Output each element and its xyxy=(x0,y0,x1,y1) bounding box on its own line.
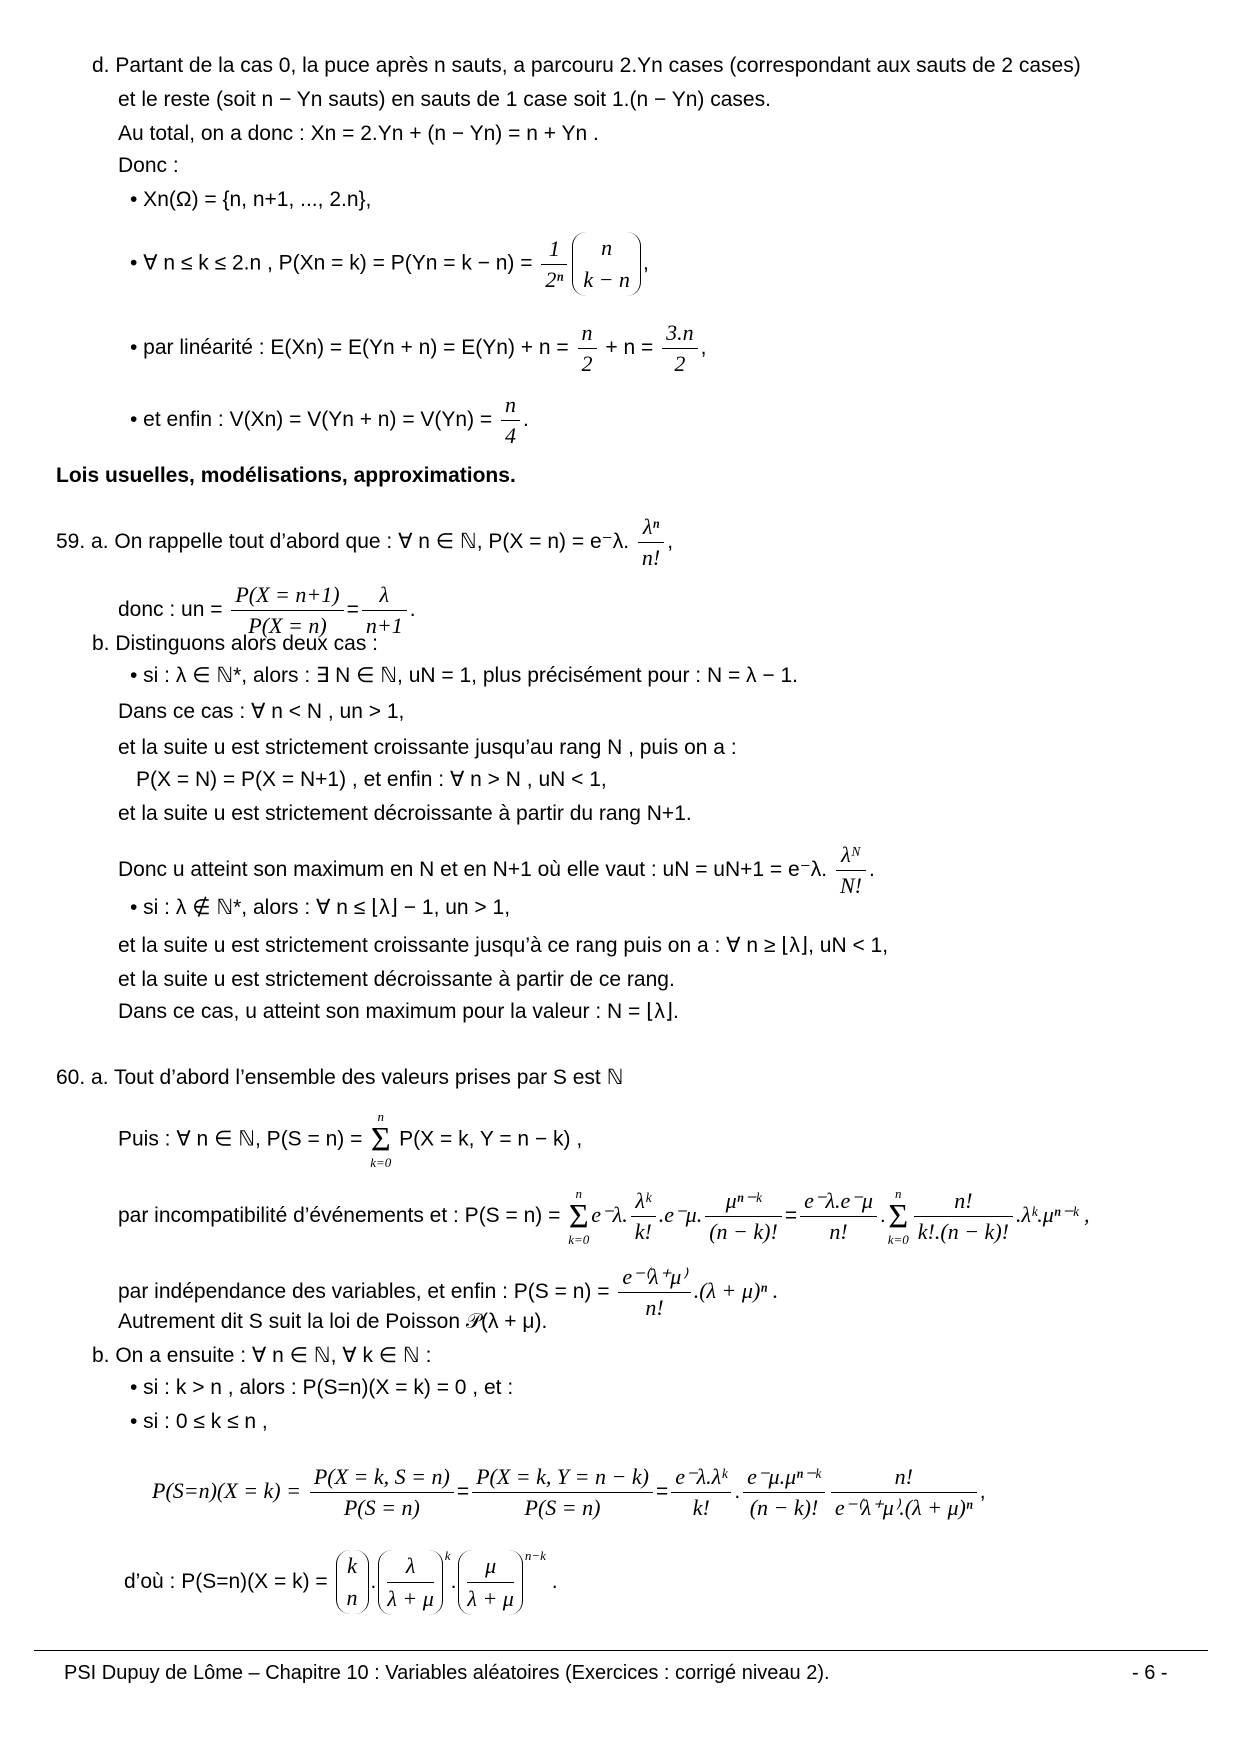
denominator: (n − k)! xyxy=(709,1219,778,1244)
footer-title: PSI Dupuy de Lôme – Chapitre 10 : Variables aléatoires (Exercices : corrigé niveau 2). xyxy=(64,1662,830,1684)
fraction xyxy=(618,1262,690,1323)
denominator: λ + μ xyxy=(387,1585,434,1611)
denominator: (n − k)! xyxy=(749,1495,819,1520)
denominator: n! xyxy=(829,1219,848,1244)
ex59-b-line-3: Dans ce cas : ∀ n < N , un > 1, xyxy=(118,700,405,723)
ex59-a-line-2: donc : un = $\frac{P(X = n+1)}{P(X = n)}$ = $\frac{\lambda}{n+1}$ . xyxy=(118,580,416,641)
denominator: n+1 xyxy=(365,613,403,638)
page-number: - 6 - xyxy=(1132,1662,1168,1684)
ex60-b-line-5-text: d’où : P(S=n)(X = k) = xyxy=(124,1570,328,1593)
sum-top: n xyxy=(377,1109,385,1124)
fraction xyxy=(914,1186,1013,1247)
ex60-b-line-2: • si : k > n , alors : P(S=n)(X = k) = 0 , et : xyxy=(130,1376,514,1399)
denominator: 2 xyxy=(674,351,686,376)
ex60-a-line-4-text: par indépendance des variables, et enfin : P(S = n) = xyxy=(118,1280,610,1304)
ex60-a-line-3-text: par incompatibilité d’événements et : P(S = n) = xyxy=(118,1204,561,1228)
numerator: n! xyxy=(831,1462,977,1493)
numerator: e⁻⁽λ⁺μ⁾ xyxy=(618,1262,690,1293)
fraction xyxy=(662,318,698,379)
d-bullet-law: • ∀ n ≤ k ≤ 2.n , P(Xn = k) = P(Yn = k − n) = $\frac{1}{\text{2ⁿ}}$ n k − n , xyxy=(130,232,649,296)
ex59-b-line-9: et la suite u est strictement croissante jusqu’à ce rang puis on a : ∀ n ≥ ⌊λ⌋, uN < 1, xyxy=(118,934,889,957)
ex60-b-line-4-text: P(S=n)(X = k) = xyxy=(152,1478,301,1504)
fraction xyxy=(836,840,866,901)
binomial-bottom: n xyxy=(346,1585,358,1611)
exponent: k xyxy=(444,1548,451,1563)
numerator: μⁿ⁻ᵏ xyxy=(705,1186,782,1217)
binomial-bottom: k − n xyxy=(583,267,630,292)
ex60-b-line-1: b. On a ensuite : ∀ n ∈ ℕ, ∀ k ∈ ℕ : xyxy=(92,1344,432,1367)
ex60-a-line-1: 60. a. Tout d’abord l’ensemble des valeurs prises par S est ℕ xyxy=(56,1066,624,1089)
ex59-b-line-8: • si : λ ∉ ℕ*, alors : ∀ n ≤ ⌊λ⌋ − 1, un > 1, xyxy=(130,896,511,919)
ex59-b-line-2: • si : λ ∈ ℕ*, alors : ∃ N ∈ ℕ, uN = 1, plus précisément pour : N = λ − 1. xyxy=(130,664,798,687)
section-heading: Lois usuelles, modélisations, approximations. xyxy=(56,464,516,487)
numerator: P(X = k, S = n) xyxy=(310,1462,454,1493)
expr: .(λ + μ)ⁿ . xyxy=(693,1278,779,1304)
summation: n Σ k=0 xyxy=(370,1109,392,1170)
denominator: k! xyxy=(692,1495,710,1520)
d-bullet-law-text: • ∀ n ≤ k ≤ 2.n , P(Xn = k) = P(Yn = k − n) = xyxy=(130,251,533,275)
numerator: P(X = n+1) xyxy=(231,580,343,611)
denominator: P(X = n) xyxy=(248,613,327,638)
ex60-a-line-2-post: P(X = k, Y = n − k) , xyxy=(399,1127,583,1151)
numerator: n! xyxy=(914,1186,1013,1217)
footer-divider xyxy=(34,1650,1208,1651)
ex60-b-line-4: P(S=n)(X = k) = $\frac{P(X = k, S = n)}{P(S = n)}$ = $\frac{P(X = k, Y = n - k)}{P(S = n)}$ = $\frac{\text{e⁻λ.λᵏ}}{k!}$ . $\frac{\text{e⁻μ.μⁿ⁻ᵏ}}{(n - k)!}$ $\frac{n!}{\text{e⁻⁽λ⁺μ⁾.(λ + μ)ⁿ}}$ , xyxy=(152,1462,986,1523)
ex59-b-line-11: Dans ce cas, u atteint son maximum pour la valeur : N = ⌊λ⌋. xyxy=(118,1000,679,1023)
fraction xyxy=(743,1462,825,1523)
denominator: 2ⁿ xyxy=(545,266,564,292)
fraction xyxy=(472,1462,653,1523)
numerator: n xyxy=(578,318,597,349)
d-bullet-support: • Xn(Ω) = {n, n+1, ..., 2.n}, xyxy=(130,188,372,211)
numerator: λᴺ xyxy=(836,840,866,871)
binomial-top: n xyxy=(601,235,613,260)
d-bullet-variance-text: • et enfin : V(Xn) = V(Yn + n) = V(Yn) = xyxy=(130,408,493,432)
numerator: e⁻μ.μⁿ⁻ᵏ xyxy=(743,1462,825,1493)
denominator: k!.(n − k)! xyxy=(917,1219,1009,1244)
ex60-a-line-2-text: Puis : ∀ n ∈ ℕ, P(S = n) = xyxy=(118,1127,363,1151)
denominator: N! xyxy=(839,873,862,898)
numerator: 3.n xyxy=(662,318,698,349)
d-line-2: et le reste (soit n − Yn sauts) en sauts de 1 case soit 1.(n − Yn) cases. xyxy=(118,88,771,111)
parenthesized-fraction xyxy=(378,1550,442,1615)
denominator: 2 xyxy=(581,351,593,376)
numerator: λ xyxy=(387,1550,433,1583)
ex59-b-line-6: et la suite u est strictement décroissante à partir du rang N+1. xyxy=(118,802,692,825)
parenthesized-fraction xyxy=(458,1550,522,1615)
summation: n Σ k=0 xyxy=(887,1185,909,1247)
ex59-b-line-4: et la suite u est strictement croissante jusqu’au rang N , puis on a : xyxy=(118,736,737,759)
denominator: 4 xyxy=(505,423,517,448)
fraction xyxy=(671,1462,731,1523)
binomial-top: k xyxy=(347,1553,357,1579)
numerator: μ xyxy=(467,1550,513,1583)
ex59-b-line-10: et la suite u est strictement décroissante à partir de ce rang. xyxy=(118,968,675,991)
numerator: e⁻λ.e⁻μ xyxy=(800,1186,877,1217)
sum-bottom: k=0 xyxy=(370,1155,392,1170)
ex59-a-line-1: 59. a. On rappelle tout d’abord que : ∀ n ∈ ℕ, P(X = n) = e⁻λ. $\frac{\text{λⁿ}}{n!}$ , xyxy=(56,512,673,573)
ex60-b-line-3: • si : 0 ≤ k ≤ n , xyxy=(130,1410,268,1433)
exponent: n−k xyxy=(524,1548,546,1563)
ex60-a-line-5: Autrement dit S suit la loi de Poisson 𝒫(λ + μ). xyxy=(118,1310,548,1333)
expr: e⁻λ. xyxy=(591,1202,628,1228)
fraction xyxy=(541,234,567,295)
ex60-a-line-3: par incompatibilité d’événements et : P(S = n) = n Σ k=0e⁻λ. $\frac{\text{λᵏ}}{k!}$ .e⁻μ. $\frac{\text{μⁿ⁻ᵏ}}{(n - k)!}$ = $\frac{e^-\lambda.e^-\mu}{n!}$ .n Σ k=0 $\frac{n!}{k!.(n - k)!}$ .λᵏ.μⁿ⁻ᵏ , xyxy=(118,1185,1090,1247)
d-bullet-expectation: • par linéarité : E(Xn) = E(Yn + n) = E(Yn) + n = $\frac{n}{2}$ + n = $\frac{3.n}{2}$ , xyxy=(130,318,706,379)
numerator: P(X = k, Y = n − k) xyxy=(472,1462,653,1493)
sum-bottom: k=0 xyxy=(887,1231,909,1247)
d-line-1: d. Partant de la cas 0, la puce après n sauts, a parcouru 2.Yn cases (correspondant aux sauts de 2 cases) xyxy=(92,54,1081,77)
binomial xyxy=(572,232,641,296)
denominator: n! xyxy=(641,545,661,570)
numerator: λ xyxy=(362,580,407,611)
numerator: e⁻λ.λᵏ xyxy=(671,1462,731,1493)
denominator: n! xyxy=(645,1295,664,1320)
ex59-a-line-1-text: 59. a. On rappelle tout d’abord que : ∀ n ∈ ℕ, P(X = n) = e⁻λ. xyxy=(56,530,630,554)
sum-top: n xyxy=(895,1185,902,1201)
ex59-b-line-1: b. Distinguons alors deux cas : xyxy=(92,632,378,655)
binomial xyxy=(336,1550,369,1614)
ex59-a-line-2-text: donc : un = xyxy=(118,598,223,622)
denominator: λ + μ xyxy=(467,1585,514,1611)
denominator: k! xyxy=(634,1219,652,1244)
numerator: n xyxy=(501,390,520,421)
d-line-4: Donc : xyxy=(118,154,179,177)
d-line-3: Au total, on a donc : Xn = 2.Yn + (n − Yn) = n + Yn . xyxy=(118,122,599,145)
fraction xyxy=(831,1462,977,1523)
ex59-b-line-7: Donc u atteint son maximum en N et en N+1 où elle vaut : uN = uN+1 = e⁻λ. $\frac{\text{λᴺ}}{N!}$ . xyxy=(118,840,875,901)
ex60-b-line-5: d’où : P(S=n)(X = k) = k n . $\frac{\lambda}{\lambda + \mu}$ $^k$. $\frac{\mu}{\lambda + \mu}$ $^{n-k}$ . xyxy=(124,1542,558,1615)
ex59-b-line-5: P(X = N) = P(X = N+1) , et enfin : ∀ n > N , uN < 1, xyxy=(136,768,607,791)
d-bullet-variance: • et enfin : V(Xn) = V(Yn + n) = V(Yn) = $\frac{n}{4}$ . xyxy=(130,390,529,451)
fraction xyxy=(501,390,520,451)
fraction xyxy=(578,318,597,379)
numerator: λⁿ xyxy=(638,512,664,543)
denominator: P(S = n) xyxy=(524,1495,601,1520)
fraction xyxy=(631,1186,656,1247)
fraction xyxy=(705,1186,782,1247)
sum-bottom: k=0 xyxy=(568,1231,590,1247)
denominator: P(S = n) xyxy=(343,1495,420,1520)
sum-top: n xyxy=(575,1185,583,1201)
ex60-a-line-2 xyxy=(118,1110,582,1170)
d-bullet-expectation-text: • par linéarité : E(Xn) = E(Yn + n) = E(Yn) + n = xyxy=(130,336,569,360)
numerator: 1 xyxy=(541,234,567,265)
fraction xyxy=(800,1186,877,1247)
fraction xyxy=(310,1462,454,1523)
expr: .λᵏ.μⁿ⁻ᵏ , xyxy=(1015,1202,1090,1228)
d-bullet-expectation-mid: + n = xyxy=(605,336,654,360)
ex59-b-line-7-text: Donc u atteint son maximum en N et en N+1 où elle vaut : uN = uN+1 = e⁻λ. xyxy=(118,858,828,882)
fraction xyxy=(638,512,664,573)
expr: .e⁻μ. xyxy=(658,1202,703,1228)
numerator: λᵏ xyxy=(631,1186,656,1217)
summation: n Σ k=0 xyxy=(568,1185,590,1247)
denominator: e⁻⁽λ⁺μ⁾.(λ + μ)ⁿ xyxy=(834,1495,973,1520)
